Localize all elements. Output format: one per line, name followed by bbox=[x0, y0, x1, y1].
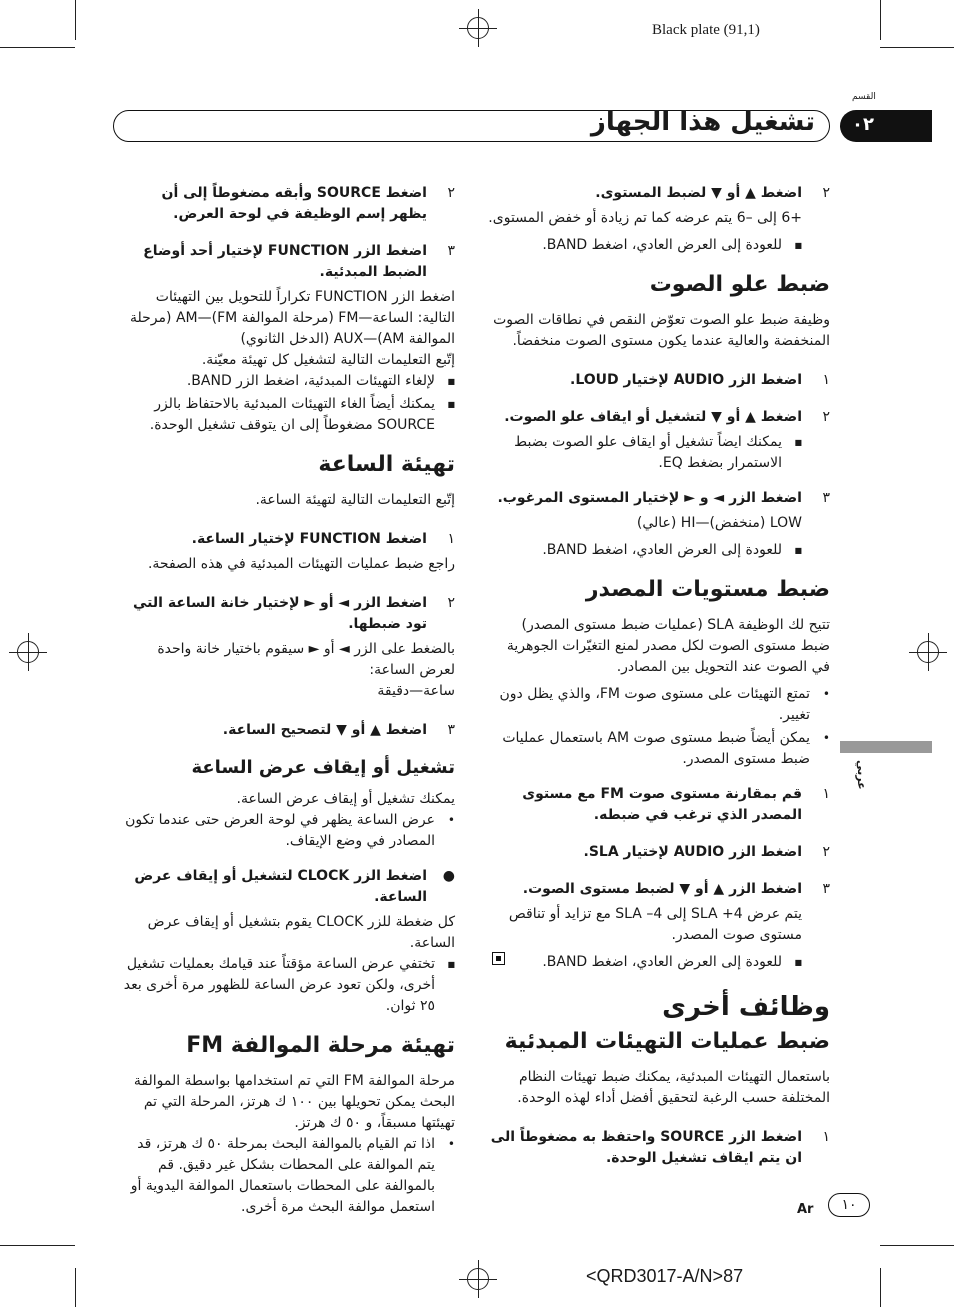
section-heading: تهيئة مرحلة الموالفة FM bbox=[186, 1033, 455, 1058]
crop-mark bbox=[0, 1245, 75, 1246]
step: ٣ اضغط ▲ أو ▼ لتصحيح الساعة. bbox=[222, 722, 455, 738]
step: ٣ اضغط الزر ▲ أو ▼ لضبط مستوى الصوت. bbox=[522, 881, 830, 897]
crop-mark bbox=[880, 1245, 954, 1246]
bullet: • عرض الساعة يظهر في لوحة العرض حتى عندما تكون المصادر في وضع الإيقاف. bbox=[125, 812, 455, 849]
language-tab-bar bbox=[840, 741, 932, 753]
section-label: القسم bbox=[852, 92, 876, 102]
paragraph: بالضغط على الزر ◄ أو ► سيقوم باختيار خانة واحدة لعرض الساعة: bbox=[157, 641, 455, 678]
step: ١ قم بمقارنة مستوى صوت FM مع مستوى المصدر الذي ترغب في ضبطه. bbox=[522, 786, 830, 823]
chapter-tab bbox=[840, 110, 932, 142]
paragraph: كل ضغطة للزر CLOCK يقوم بتشغيل أو إيقاف عرض الساعة. bbox=[147, 914, 455, 951]
registration-mark bbox=[467, 1268, 489, 1290]
step: ٢ اضغط الزر AUDIO لإختيار SLA. bbox=[583, 844, 830, 860]
page-number: ١٠ bbox=[828, 1193, 870, 1217]
paragraph: مرحلة الموالفة FM التي تم استخدامها بواسطة الموالفة البحث يمكن تحويلها بين ١٠٠ ك هرتز، المرحلة التي تم تهيئتها مسبقاً، و ٥٠ ك هرتز. bbox=[133, 1073, 455, 1131]
section-heading: ضبط مستويات المصدر bbox=[585, 577, 830, 602]
paragraph: إتّبع التعليمات التالية لتشغيل كل تهيئة معيّنة. bbox=[201, 352, 455, 368]
crop-mark bbox=[880, 47, 954, 48]
subsection-heading: ضبط عمليات التهيئات المبدئية bbox=[504, 1029, 830, 1054]
crop-mark bbox=[880, 0, 881, 40]
paragraph: باستعمال التهيئات المبدئية، يمكنك ضبط تهيئات النظام المختلفة حسب الرغبة لتحقيق أفضل أداء لهذه الوحدة. bbox=[517, 1069, 830, 1106]
paragraph: راجع ضبط عمليات التهيئات المبدئية في هذه الصفحة. bbox=[147, 556, 455, 572]
paragraph: LOW (منخفض)—HI (عالي) bbox=[636, 515, 802, 531]
paragraph: وظيفة ضبط علو الصوت تعوّض النقص في نطاقات الصوت المنخفضة والعالية عندما يكون مستوى الصوت منخفضاً. bbox=[493, 312, 830, 349]
step: ١ اضغط الزر SOURCE واحتفظ به مضغوطاً الى ان يتم ايقاف تشغيل الوحدة. bbox=[490, 1129, 830, 1166]
chapter-header bbox=[113, 107, 830, 142]
paragraph: إتّبع التعليمات التالية لتهيئة الساعة. bbox=[255, 492, 455, 508]
step: ٢ اضغط SOURCE وأبقه مضغوطاً إلى أن يظهر إسم الوظيفة في لوحة العرض. bbox=[161, 185, 455, 222]
step: ٣ اضغط الزر FUNCTION لإختيار أحد أوضاع الضبط المبدئية. bbox=[143, 243, 455, 280]
step: ١ اضغط FUNCTION لإختيار الساعة. bbox=[191, 531, 455, 547]
note: ■ للعودة إلى العرض العادي، اضغط BAND. bbox=[542, 542, 802, 558]
step: ٢ اضغط الزر ◄ أو ► لإختيار خانة الساعة التي تود ضبطها. bbox=[133, 595, 455, 632]
step: ٢ اضغط ▲ أو ▼ لضبط المستوى. bbox=[595, 185, 830, 201]
note: ■ يمكنك أيضاً الغاء التهيئات المبدئية بالاحتفاظ بالزر SOURCE مضغوطاً إلى ان يتوقف تشغيل الوحدة. bbox=[149, 396, 455, 433]
language-tab-label: عربي bbox=[855, 760, 868, 790]
section-heading: تهيئة الساعة bbox=[318, 452, 455, 477]
step: ٣ اضغط الزر ◄ و ► لإختيار المستوى المرغوب. bbox=[497, 490, 830, 506]
section-heading: ضبط علو الصوت bbox=[649, 272, 830, 297]
crop-mark bbox=[0, 47, 75, 48]
crop-mark bbox=[75, 0, 76, 40]
subsection-heading: تشغيل أو إيقاف عرض الساعة bbox=[191, 757, 455, 778]
model-code: <QRD3017-A/N>87 bbox=[586, 1266, 744, 1286]
paragraph: اضغط الزر FUNCTION تكراراً للتحويل بين التهيئات التالية: الساعة—FM (مرحلة الموالفة FM)—AM (مرحلة الموالفة AM)—AUX (الدخل الثانوي) bbox=[130, 289, 455, 347]
chapter-title: تشغيل هذا الجهاز bbox=[590, 107, 815, 137]
step: ٢ اضغط ▲ أو ▼ لتشغيل أو ايقاف علو الصوت. bbox=[504, 409, 830, 425]
paragraph: يمكنك تشغيل أو إيقاف عرض الساعة. bbox=[236, 791, 455, 807]
paragraph: تتيح لك الوظيفة SLA (عمليات ضبط مستوى المصدر) ضبط مستوى الصوت لكل مصدر لمنع التغيّرات الجوهرية في الصوت عند التحويل بين المصادر. bbox=[506, 617, 830, 675]
step: ١ اضغط الزر AUDIO لإختيار LOUD. bbox=[570, 372, 830, 388]
note: ■ يمكنك ايضاً تشغيل أو ايقاف علو الصوت بضبط الاستمرار بضغط EQ. bbox=[514, 434, 802, 471]
note: ■ تختفي عرض الساعة مؤقتاً عند قيامك بعمليات تشغيل أخرى، ولكن تعود عرض الساعة للظهور مرة أخرى بعد ٢٥ ثوان. bbox=[123, 956, 455, 1014]
bullet: • اذا تم القيام بالموالفة البحث بمرحلة ٥٠ ك هرتز، قد يتم الموالفة على المحطات بشكل غير دقيق. قم بالموالفة على المحطات باستعمال الموالفة اليدوية أو استعمل موالفة البحث مرة أخرى. bbox=[130, 1136, 455, 1215]
right-column bbox=[488, 183, 830, 1173]
crop-mark bbox=[880, 1268, 881, 1307]
paragraph: يتم عرض SLA +4 إلى SLA –4 مع تزايد أو تناقص مستوى صوت المصدر. bbox=[508, 906, 802, 943]
plate-label: Black plate (91,1) bbox=[652, 22, 760, 38]
section-heading: وظائف أخرى bbox=[662, 992, 830, 1022]
bullet: • تمتع التهيئات على مستوى صوت FM، والذي يظل دون تغيير. bbox=[499, 686, 830, 723]
note: ■ للعودة إلى العرض العادي، اضغط BAND. bbox=[488, 952, 802, 973]
language-code: Ar bbox=[797, 1202, 814, 1217]
note: ■ لإلغاء التهيئات المبدئية، اضغط الزر BAND. bbox=[186, 373, 455, 389]
end-icon bbox=[492, 952, 505, 965]
crop-mark bbox=[75, 1268, 76, 1307]
note: ■ للعودة إلى العرض العادي، اضغط BAND. bbox=[542, 237, 802, 253]
step: ● اضغط الزر CLOCK لتشغيل أو إيقاف عرض الساعة. bbox=[134, 868, 455, 905]
left-column bbox=[122, 183, 455, 1220]
chapter-number: ٠٢ bbox=[852, 114, 874, 135]
registration-mark bbox=[917, 641, 939, 663]
paragraph: ساعة—دقيقة bbox=[377, 683, 455, 699]
bullet: • يمكن أيضاً ضبط مستوى صوت AM باستعمال عمليات ضبط مستوى المصدر. bbox=[502, 730, 830, 767]
registration-mark bbox=[467, 17, 489, 39]
registration-mark bbox=[17, 641, 39, 663]
paragraph: +6 إلى –6 يتم عرضه كما تم زيادة أو خفض المستوى. bbox=[488, 210, 802, 226]
